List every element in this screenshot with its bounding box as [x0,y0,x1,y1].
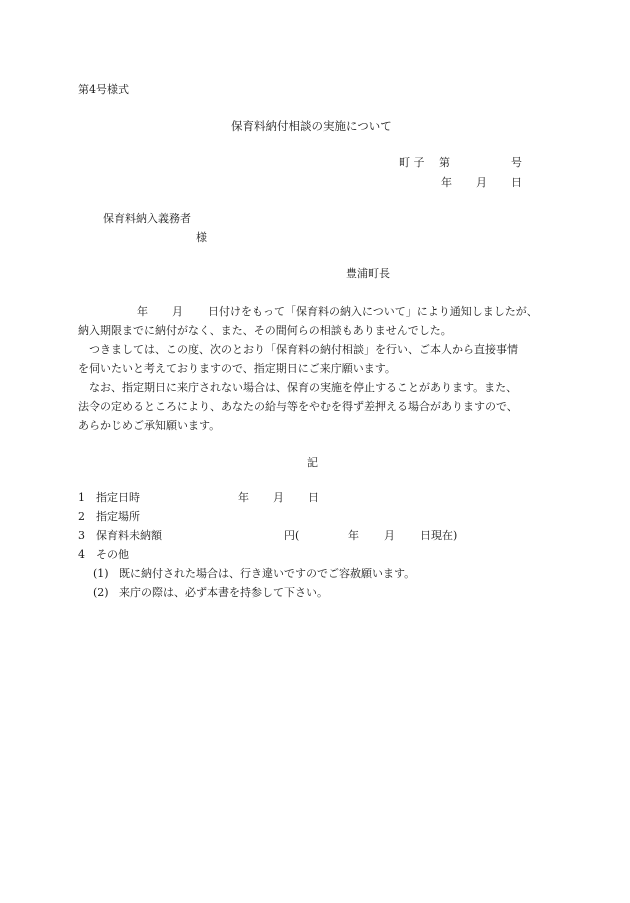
body-p1-line2: 納入期限までに納付がなく、また、その間何らの相談もありませんでした。 [78,324,452,337]
body-p3-line3: あらかじめご承知願います。 [78,419,221,432]
reference-go: 号 [511,156,522,169]
sub-item-2-number: (2) [93,586,109,599]
item-3-month: 月 [384,529,395,542]
item-3-day-now: 日現在) [420,529,458,542]
item-2 [78,511,140,522]
reference-office: 町 子 [399,156,425,169]
body-p3-line2: 法令の定めるところにより、あなたの給与等をやむを得ず差押える場合がありますので、 [78,400,518,413]
item-1-day: 日 [308,491,319,504]
item-3-number: 3 [78,529,85,542]
item-4-number: 4 [78,548,85,561]
body-p3-line1: なお、指定期日に来庁されない場合は、保育の実施を停止することがあります。また、 [89,381,518,394]
sub-item-2-text: 来庁の際は、必ず本書を持参して下さい。 [119,586,328,599]
item-3 [78,530,162,541]
body-p1-year: 年 [137,305,148,318]
body-p1-text: 日付けをもって「保育料の納入について」により通知しましたが、 [208,305,538,318]
date-day: 日 [511,176,522,189]
item-1 [78,492,140,503]
sub-item-2 [93,587,328,598]
item-2-number: 2 [78,510,85,523]
item-4-label: その他 [96,548,129,561]
sender: 豊浦町長 [346,267,390,280]
item-3-year: 年 [348,529,359,542]
date-month: 月 [476,176,487,189]
document-title: 保育料納付相談の実施について [231,119,392,133]
item-1-label: 指定日時 [96,491,140,504]
item-2-label: 指定場所 [96,510,140,523]
date-year: 年 [441,176,452,189]
addressee-sama: 様 [196,231,207,244]
reference-dai: 第 [439,156,450,169]
item-1-number: 1 [78,491,85,504]
body-p1-month: 月 [172,305,183,318]
item-1-month: 月 [273,491,284,504]
form-number: 第4号様式 [78,83,129,96]
sub-item-1-number: (1) [93,567,109,580]
item-3-yen: 円( [284,529,300,542]
body-p2-line2: を伺いたいと考えておりますので、指定期日にご来庁願います。 [78,362,396,375]
item-1-year: 年 [238,491,249,504]
sub-item-1 [93,568,415,579]
addressee-title: 保育料納入義務者 [103,212,191,225]
item-3-label: 保育料未納額 [96,529,162,542]
sub-item-1-text: 既に納付された場合は、行き違いですのでご容赦願います。 [119,567,416,580]
item-4 [78,549,129,560]
body-p2-line1: つきましては、この度、次のとおり「保育料の納付相談」を行い、ご本人から直接事情 [89,343,518,356]
ki-heading: 記 [307,456,318,469]
